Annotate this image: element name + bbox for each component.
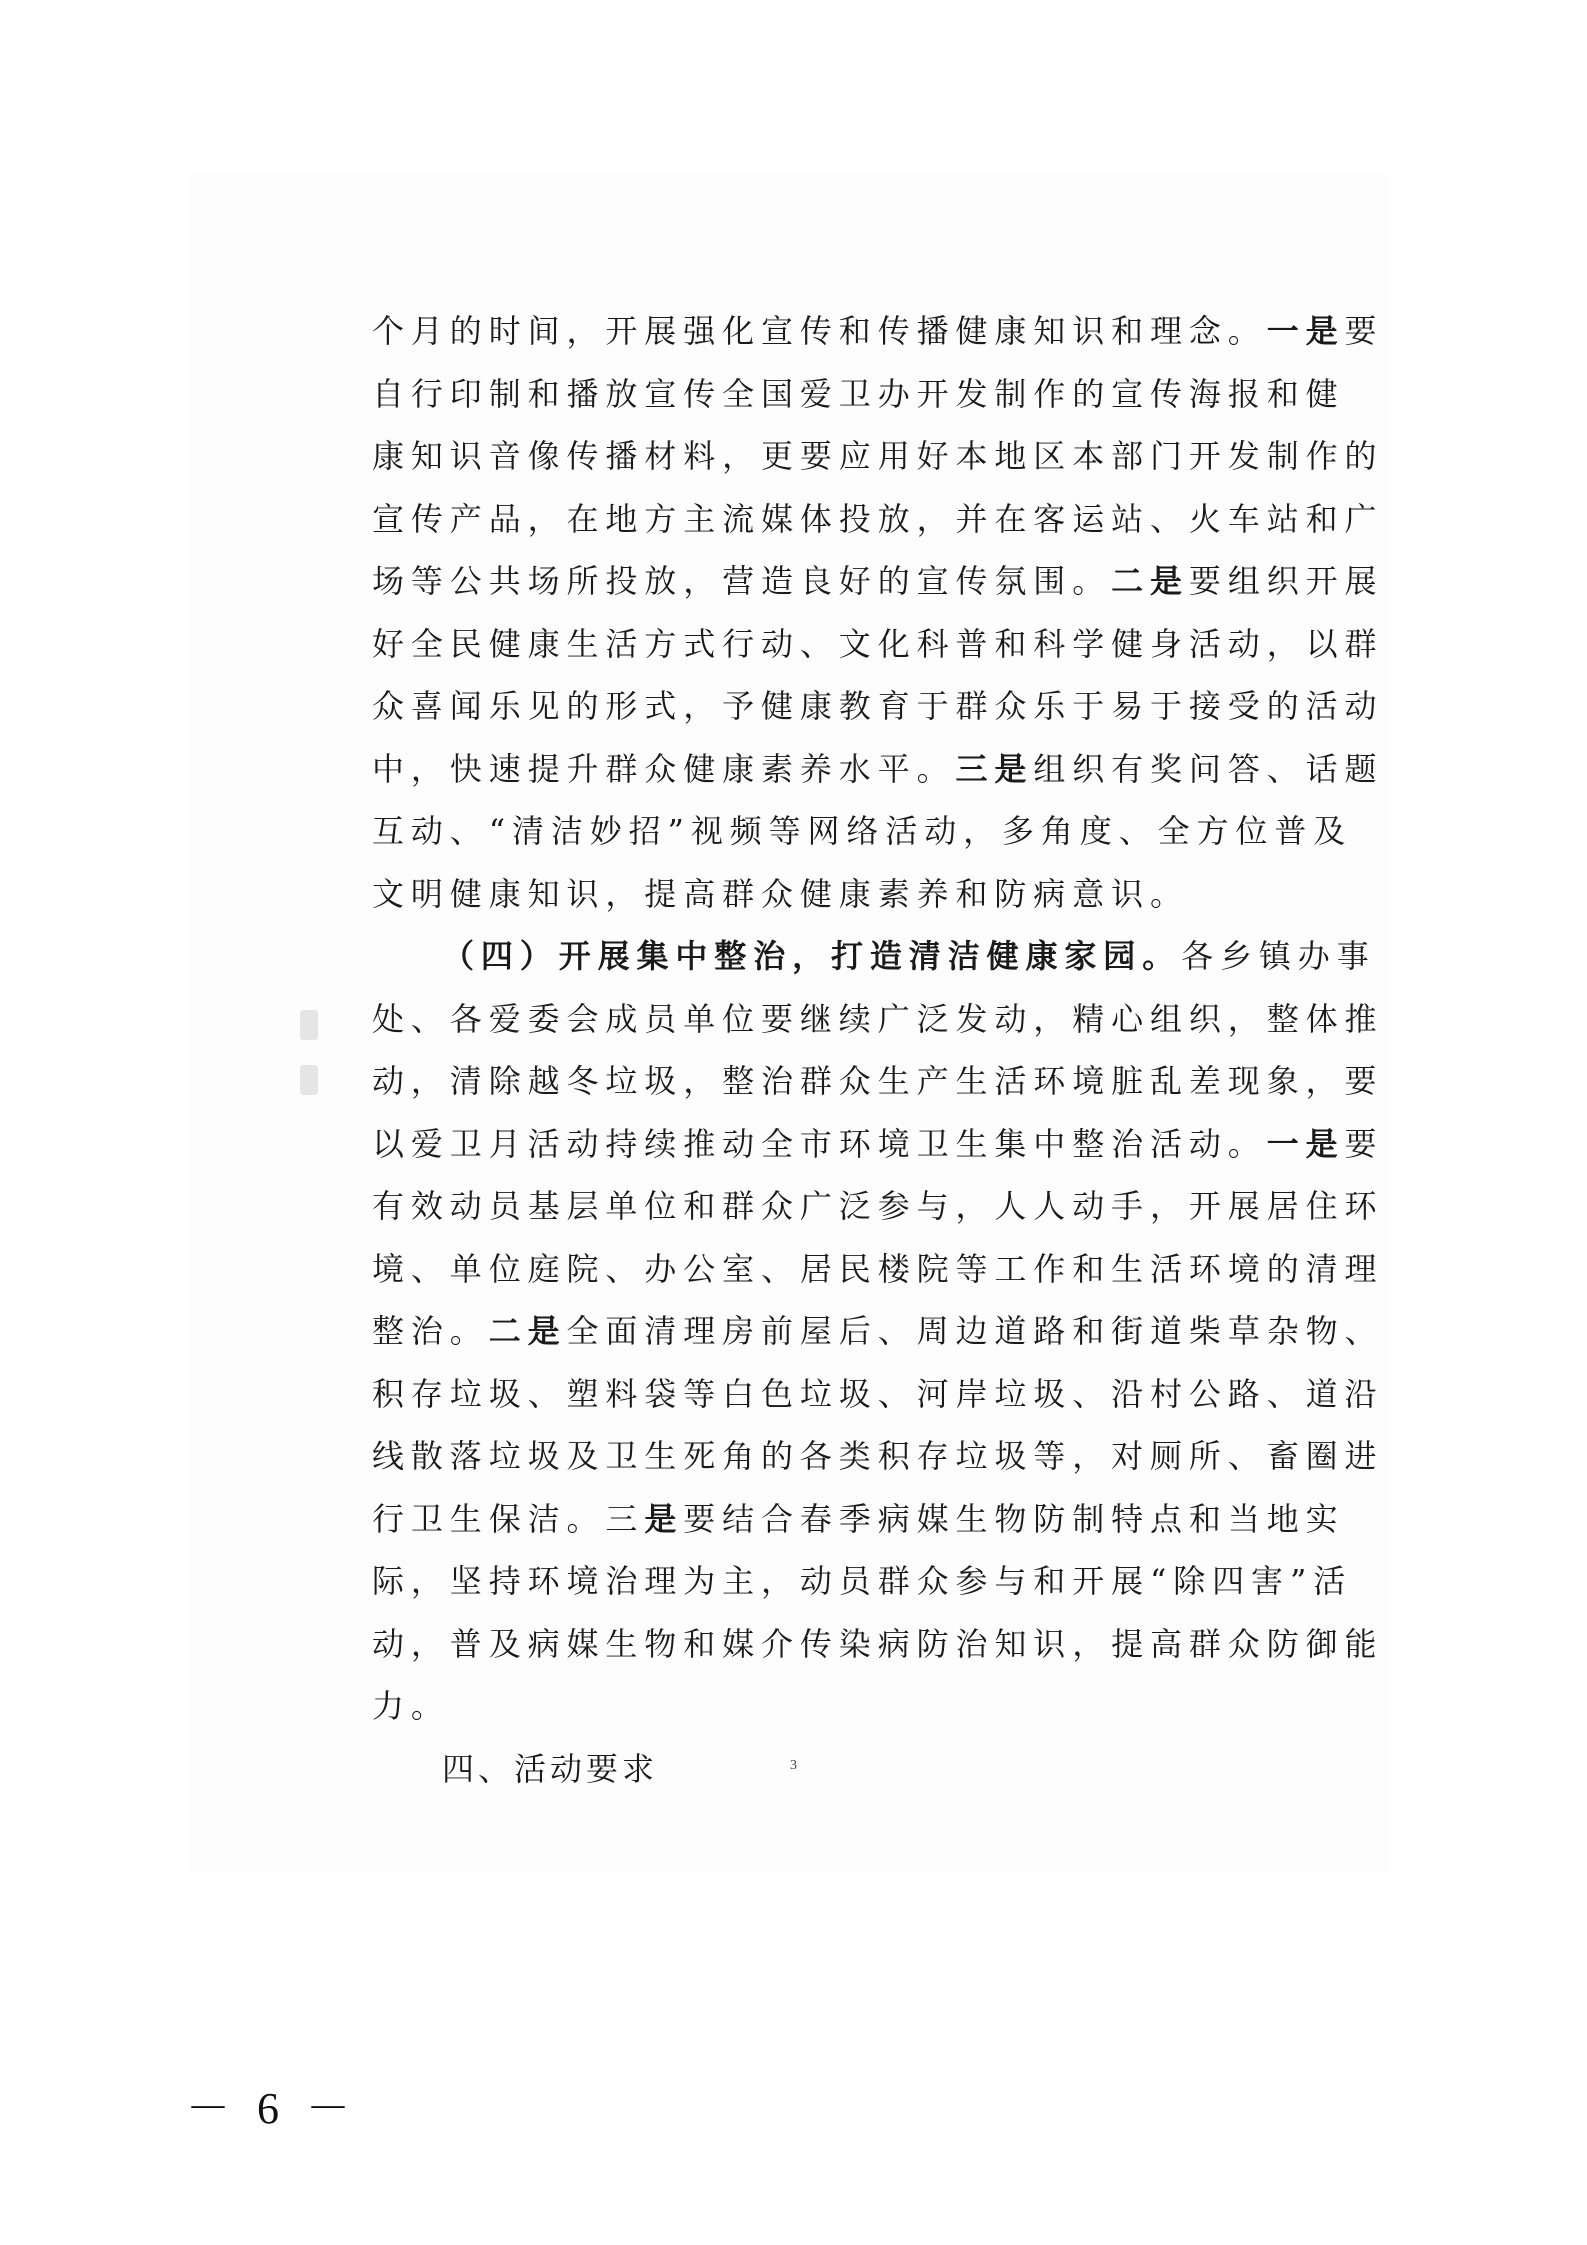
text-run: 线散落垃圾及卫生死角的各类积存垃圾等，对厕所、畜圈进 xyxy=(372,1437,1384,1475)
bold-text-run: 二是 xyxy=(488,1312,567,1350)
bold-text-run: 是 xyxy=(644,1499,684,1538)
bold-text-run: 三是 xyxy=(955,749,1034,788)
text-line xyxy=(372,1175,1384,1238)
text-line xyxy=(372,1050,1384,1113)
text-run: 要 xyxy=(1344,1124,1384,1163)
bold-text-run: （四）开展集中整治，打造清洁健康家园。 xyxy=(442,937,1182,975)
text-line xyxy=(372,300,1384,363)
text-run: 处、各爱委会成员单位要继续广泛发动，精心组织，整体推 xyxy=(372,999,1384,1038)
text-line xyxy=(372,1675,1220,1738)
text-line xyxy=(372,488,1384,551)
text-line xyxy=(372,1613,1384,1676)
body-text xyxy=(372,300,1384,1800)
text-line xyxy=(372,800,1353,863)
text-run: 全面清理房前屋后、周边道路和街道柴草杂物、 xyxy=(566,1312,1384,1350)
text-line xyxy=(372,1300,1384,1363)
text-run: 整治。 xyxy=(372,1312,489,1350)
text-run: 文明健康知识，提高群众健康素养和防病意识。 xyxy=(372,874,1189,913)
text-line xyxy=(372,738,1384,801)
text-run: 要 xyxy=(1344,312,1384,350)
bold-text-run: 一是 xyxy=(1266,1124,1345,1163)
bold-text-run: 二是 xyxy=(1111,562,1189,600)
text-run: 动，清除越冬垃圾，整治群众生产生活环境脏乱差现象，要 xyxy=(372,1062,1384,1100)
text-run: 积存垃圾、塑料袋等白色垃圾、河岸垃圾、沿村公路、道沿 xyxy=(372,1374,1384,1413)
scan-artifact xyxy=(300,1010,318,1040)
text-line xyxy=(372,1550,1353,1613)
text-run: 个月的时间，开展强化宣传和传播健康知识和理念。 xyxy=(372,312,1267,350)
text-line xyxy=(372,925,1376,988)
text-line xyxy=(372,425,1384,488)
text-run: 行卫生保洁。三 xyxy=(372,1499,645,1538)
text-run: 好全民健康生活方式行动、文化科普和科学健身活动，以群 xyxy=(372,624,1384,663)
text-run: 组织有奖问答、话题 xyxy=(1033,749,1384,788)
text-line xyxy=(372,1238,1384,1301)
text-run: 以爱卫月活动持续推动全市环境卫生集中整治活动。 xyxy=(372,1124,1267,1163)
bold-text-run: 一是 xyxy=(1266,312,1345,350)
text-line xyxy=(372,1425,1384,1488)
text-line xyxy=(372,613,1384,676)
text-run: 力。 xyxy=(372,1687,450,1725)
text-run: 际，坚持环境治理为主，动员群众参与和开展“除四害”活 xyxy=(372,1562,1353,1600)
text-line xyxy=(372,550,1384,613)
outer-page-number: － 6 － xyxy=(186,2084,358,2133)
text-run: 动，普及病媒生物和媒介传染病防治知识，提高群众防御能 xyxy=(372,1624,1384,1663)
text-line xyxy=(372,1113,1384,1176)
text-run: 场等公共场所投放，营造良好的宣传氛围。 xyxy=(372,562,1112,600)
text-line xyxy=(372,363,1345,426)
text-run: 境、单位庭院、办公室、居民楼院等工作和生活环境的清理 xyxy=(372,1249,1384,1288)
text-run: 各乡镇办事 xyxy=(1181,937,1376,975)
text-run: 自行印制和播放宣传全国爱卫办开发制作的宣传海报和健 xyxy=(372,374,1345,413)
text-line xyxy=(372,988,1384,1051)
text-run: 众喜闻乐见的形式，予健康教育于群众乐于易于接受的活动 xyxy=(372,687,1384,725)
text-line xyxy=(372,675,1384,738)
scan-artifact xyxy=(300,1065,318,1095)
section-heading: 四、活动要求 xyxy=(442,1749,659,1788)
text-run: 互动、“清洁妙招”视频等网络活动，多角度、全方位普及 xyxy=(372,812,1353,850)
text-run: 要结合春季病媒生物防制特点和当地实 xyxy=(683,1499,1345,1538)
text-line xyxy=(372,863,1220,926)
text-line xyxy=(372,1488,1345,1551)
inner-page-number: 3 xyxy=(790,1758,797,1773)
text-line xyxy=(372,1363,1384,1426)
text-run: 宣传产品，在地方主流媒体投放，并在客运站、火车站和广 xyxy=(372,499,1384,538)
text-run: 有效动员基层单位和群众广泛参与，人人动手，开展居住环 xyxy=(372,1187,1384,1225)
text-run: 要组织开展 xyxy=(1188,562,1384,600)
text-run: 康知识音像传播材料，更要应用好本地区本部门开发制作的 xyxy=(372,437,1384,475)
text-run: 中，快速提升群众健康素养水平。 xyxy=(372,749,956,788)
